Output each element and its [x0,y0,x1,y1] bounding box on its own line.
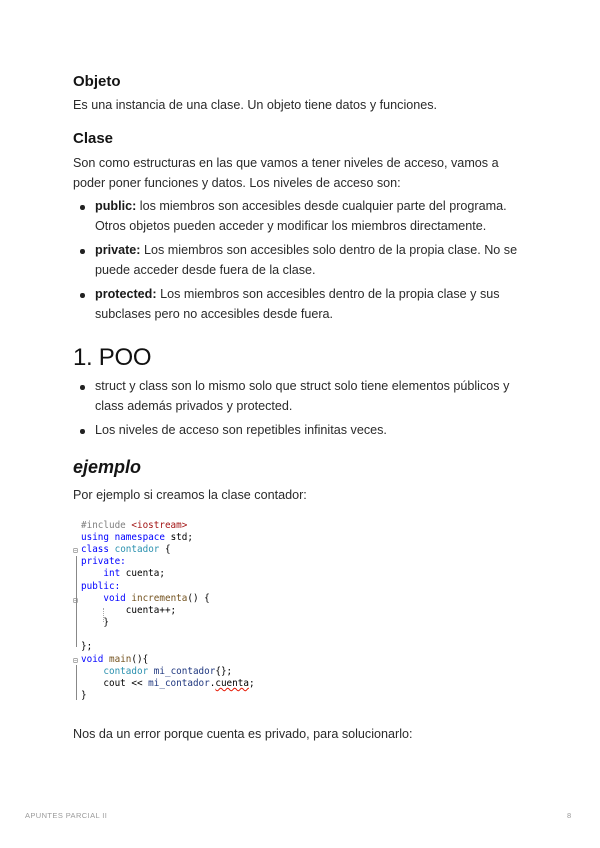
code-line: } [81,690,87,701]
heading-objeto: Objeto [73,73,121,90]
poo-list [73,377,533,446]
code-line: } [81,617,109,628]
code-line: #include <iostream> [81,520,188,531]
code-line: public: [81,581,121,592]
code-line: class contador { [81,544,171,555]
code-line: int cuenta; [103,568,165,579]
ejemplo-outro: Nos da un error porque cuenta es privado, para solucionarlo: [73,727,413,741]
list-item: protected: Los miembros son accesibles dentro de la propia clase y sus subclases pero no accesibles desde fuera. [73,285,533,324]
code-line: void incrementa() { [103,593,210,604]
fold-guide [76,665,77,700]
access-levels-list [73,197,533,329]
code-line: void main(){ [81,654,149,665]
code-line: private: [81,556,126,567]
footer-title: APUNTES PARCIAL II [25,811,108,820]
ejemplo-intro: Por ejemplo si creamos la clase contador: [73,488,307,502]
code-line: cuenta++; [81,605,177,616]
clase-text: Son como estructuras en las que vamos a tener niveles de acceso, vamos a poder poner funciones y datos. Los niveles de acceso son: [73,156,499,190]
code-screenshot [73,520,373,706]
page-number: 8 [567,811,572,820]
code-line: cout << mi_contador.cuenta; [81,678,255,689]
list-item: Los niveles de acceso son repetibles infinitas veces. [73,421,533,441]
code-line: }; [81,641,93,652]
heading-clase: Clase [73,130,114,147]
fold-marker-icon: ⊟ [73,546,78,555]
list-item: struct y class son lo mismo solo que struct solo tiene elementos públicos y class además privados y protected. [73,377,533,416]
fold-guide [76,556,77,647]
fold-marker-icon: ⊟ [73,656,78,665]
fold-marker-icon: ⊟ [73,596,78,605]
list-item: public: los miembros son accesibles desde cualquier parte del programa. Otros objetos pueden acceder y modificar los miembros directamente. [73,197,533,236]
code-line: using namespace std; [81,532,193,543]
code-line: contador mi_contador{}; [103,666,233,677]
objeto-text: Es una instancia de una clase. Un objeto tiene datos y funciones. [73,98,438,112]
heading-ejemplo: ejemplo [73,457,142,477]
heading-poo: 1. POO [73,344,152,371]
list-item: private: Los miembros son accesibles solo dentro de la propia clase. No se puede acceder desde fuera de la clase. [73,241,533,280]
